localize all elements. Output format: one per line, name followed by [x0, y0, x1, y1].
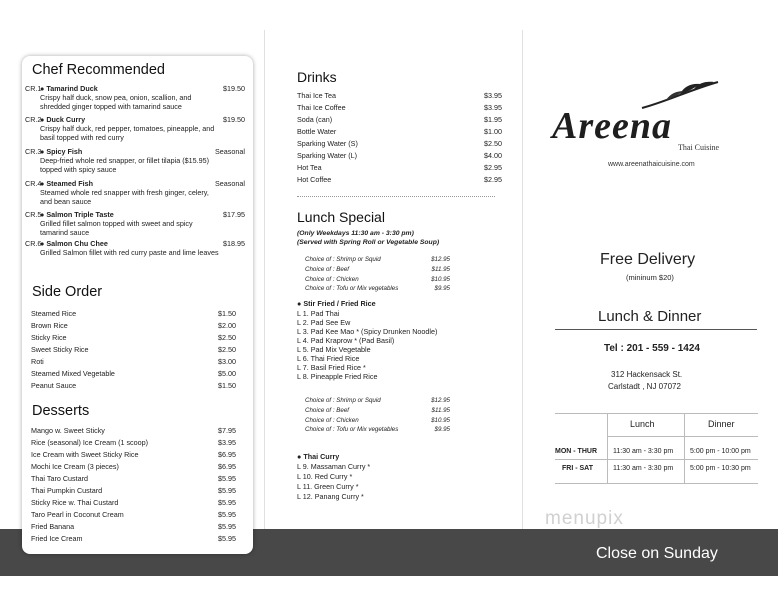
brand-subtitle: Thai Cuisine [678, 143, 720, 152]
dessert-item-price: $5.95 [218, 474, 236, 483]
choice-name: Choice of : Shrimp or Squid [305, 256, 381, 263]
chef-item-price: Seasonal [215, 179, 245, 188]
hours-lunch: 11:30 am - 3:30 pm [613, 465, 674, 472]
chef-item-code: CR.4 [25, 179, 42, 188]
stir-fried-item: L 6. Thai Fried Rice [297, 354, 360, 363]
chef-item-desc: Grilled fillet salmon topped with sweet and spicy tamarind sauce [40, 219, 193, 237]
hours-col-line [684, 413, 685, 483]
chef-item-price: $18.95 [223, 239, 245, 248]
choice-name: Choice of : Chicken [305, 276, 359, 283]
hours-lunch: 11:30 am - 3:30 pm [613, 448, 674, 455]
chef-item-name: ● Tamarind Duck [40, 84, 98, 93]
chef-item-code: CR.6 [25, 239, 42, 248]
dessert-item-price: $5.95 [218, 498, 236, 507]
dessert-item-name: Taro Pearl in Coconut Cream [31, 510, 124, 519]
stir-fried-item: L 3. Pad Kee Mao * (Spicy Drunken Noodle) [297, 327, 438, 336]
lunch-hours-note: (Only Weekdays 11:30 am - 3:30 pm) [297, 230, 414, 237]
side-item-name: Sweet Sticky Rice [31, 345, 89, 354]
side-item-price: $2.50 [218, 333, 236, 342]
dessert-item-price: $5.95 [218, 534, 236, 543]
drink-item-price: $4.00 [484, 151, 502, 160]
hours-day: MON - THUR [555, 448, 597, 455]
dessert-item-name: Mochi Ice Cream (3 pieces) [31, 462, 119, 471]
side-item-price: $2.00 [218, 321, 236, 330]
chef-item-desc: Crispy half duck, snow pea, onion, scallion, and shredded ginger topped with tamarind sauce [40, 93, 192, 111]
chef-item-name: ● Salmon Chu Chee [40, 239, 108, 248]
free-delivery-title: Free Delivery [600, 251, 696, 268]
phone-number: Tel : 201 - 559 - 1424 [604, 343, 700, 354]
choice-price: $11.95 [431, 266, 450, 273]
lunch-special-title: Lunch Special [297, 209, 385, 225]
chef-item-code: CR.1 [25, 84, 42, 93]
chef-item-desc: Crispy half duck, red pepper, tomatoes, pineapple, and basil topped with red curry [40, 124, 215, 142]
dessert-item-name: Thai Pumpkin Custard [31, 486, 103, 495]
chef-item-name: ● Duck Curry [40, 115, 86, 124]
dessert-item-price: $6.95 [218, 450, 236, 459]
dessert-item-name: Fried Ice Cream [31, 534, 83, 543]
lunch-served-note: (Served with Spring Roll or Vegetable Soup) [297, 239, 440, 246]
dessert-item-price: $5.95 [218, 522, 236, 531]
brand-url: www.areenathaicuisine.com [608, 161, 695, 168]
drink-item-name: Hot Coffee [297, 175, 332, 184]
dessert-item-price: $3.95 [218, 438, 236, 447]
side-item-price: $3.00 [218, 357, 236, 366]
drink-item-name: Thai Ice Tea [297, 91, 337, 100]
thai-curry-item: L 9. Massaman Curry * [297, 462, 371, 471]
drink-item-name: Thai Ice Coffee [297, 103, 346, 112]
drink-item-name: Soda (can) [297, 115, 333, 124]
side-item-price: $5.00 [218, 369, 236, 378]
stir-fried-item: L 4. Pad Kraprow * (Pad Basil) [297, 336, 395, 345]
choice-name: Choice of : Beef [305, 266, 350, 273]
chef-item-desc: Grilled Salmon fillet with red curry paste and lime leaves [40, 248, 219, 257]
hours-day: FRI - SAT [562, 465, 593, 472]
choice-name: Choice of : Beef [305, 407, 350, 414]
choice-name: Choice of : Chicken [305, 417, 359, 424]
dessert-item-name: Sticky Rice w. Thai Custard [31, 498, 119, 507]
side-item-name: Brown Rice [31, 321, 68, 330]
desserts-title: Desserts [32, 403, 90, 419]
stir-fried-item: L 7. Basil Fried Rice * [297, 363, 366, 372]
dessert-item-name: Rice (seasonal) Ice Cream (1 scoop) [31, 438, 149, 447]
choice-name: Choice of : Tofu or Mix vegetables [305, 426, 399, 433]
hours-col-line [607, 413, 608, 483]
drink-item-price: $1.00 [484, 127, 502, 136]
hours-dinner: 5:00 pm - 10:00 pm [690, 448, 751, 455]
choice-name: Choice of : Shrimp or Squid [305, 397, 381, 404]
closed-notice: Close on Sunday [596, 545, 718, 562]
chef-item-price: Seasonal [215, 147, 245, 156]
dessert-item-name: Mango w. Sweet Sticky [31, 426, 105, 435]
stir-fried-item: L 5. Pad Mix Vegetable [297, 345, 371, 354]
lunch-dinner-underline [555, 329, 757, 330]
choice-name: Choice of : Tofu or Mix vegetables [305, 285, 399, 292]
chef-item-name: ● Salmon Triple Taste [40, 210, 114, 219]
chef-item-code: CR.3 [25, 147, 42, 156]
side-item-name: Roti [31, 357, 44, 366]
drink-item-price: $2.95 [484, 175, 502, 184]
drink-item-price: $1.95 [484, 115, 502, 124]
choice-price: $9.95 [434, 426, 450, 433]
chef-item-desc: Deep-fried whole red snapper, or fillet tilapia ($15.95) topped with spicy sauce [40, 156, 210, 174]
drink-item-price: $2.95 [484, 163, 502, 172]
chef-item-code: CR.2 [25, 115, 42, 124]
side-item-name: Sticky Rice [31, 333, 67, 342]
hours-table-bottom-line [555, 483, 758, 484]
side-order-title: Side Order [32, 284, 103, 300]
lunch-dinner-title: Lunch & Dinner [598, 308, 702, 325]
hours-header-dinner: Dinner [708, 419, 735, 429]
hours-header-lunch: Lunch [630, 419, 655, 429]
choice-price: $11.95 [431, 407, 450, 414]
chef-item-price: $19.50 [223, 84, 245, 93]
side-item-name: Peanut Sauce [31, 381, 77, 390]
panel-divider-left [264, 30, 265, 530]
thai-curry-item: L 11. Green Curry * [297, 482, 359, 491]
chef-item-name: ● Spicy Fish [40, 147, 83, 156]
drink-item-price: $3.95 [484, 91, 502, 100]
dessert-item-name: Ice Cream with Sweet Sticky Rice [31, 450, 139, 459]
stir-fried-item: L 1. Pad Thai [297, 309, 340, 318]
address-line-1: 312 Hackensack St. [611, 370, 683, 379]
hours-table-top-line [555, 413, 758, 414]
drinks-title: Drinks [297, 69, 337, 85]
thai-curry-item: L 10. Red Curry * [297, 472, 353, 481]
drink-item-name: Sparking Water (L) [297, 151, 358, 160]
address-line-2: Carlstadt , NJ 07072 [608, 382, 681, 391]
dotted-divider [297, 196, 495, 197]
stir-fried-item: L 2. Pad See Ew [297, 318, 351, 327]
dessert-item-price: $5.95 [218, 486, 236, 495]
hours-row-line [555, 459, 758, 460]
chef-item-price: $19.50 [223, 115, 245, 124]
panel-divider-right [522, 30, 523, 530]
dessert-item-price: $5.95 [218, 510, 236, 519]
side-item-name: Steamed Mixed Vegetable [31, 369, 115, 378]
dessert-item-price: $6.95 [218, 462, 236, 471]
choice-price: $9.95 [434, 285, 450, 292]
delivery-minimum: (mininum $20) [626, 273, 674, 282]
chef-recommended-title: Chef Recommended [32, 62, 165, 78]
drink-item-name: Hot Tea [297, 163, 322, 172]
watermark: menupix [545, 508, 624, 529]
side-item-price: $2.50 [218, 345, 236, 354]
chef-item-name: ● Steamed Fish [40, 179, 94, 188]
dessert-item-name: Fried Banana [31, 522, 75, 531]
choice-price: $10.95 [431, 417, 450, 424]
drink-item-name: Bottle Water [297, 127, 337, 136]
stir-fried-item: L 8. Pineapple Fried Rice [297, 372, 378, 381]
choice-price: $12.95 [431, 256, 450, 263]
side-item-price: $1.50 [218, 381, 236, 390]
hours-header-line [608, 436, 758, 437]
choice-price: $12.95 [431, 397, 450, 404]
left-menu-card [22, 56, 253, 554]
drink-item-name: Sparking Water (S) [297, 139, 358, 148]
thai-curry-title: ● Thai Curry [297, 452, 340, 461]
chef-item-code: CR.5 [25, 210, 42, 219]
dessert-item-price: $7.95 [218, 426, 236, 435]
thai-curry-item: L 12. Panang Curry * [297, 492, 364, 501]
choice-price: $10.95 [431, 276, 450, 283]
drink-item-price: $3.95 [484, 103, 502, 112]
side-item-name: Steamed Rice [31, 309, 77, 318]
brand-logo: Areena [552, 105, 672, 147]
chef-item-price: $17.95 [223, 210, 245, 219]
chef-item-desc: Steamed whole red snapper with fresh ginger, celery, and bean sauce [40, 188, 209, 206]
drink-item-price: $2.50 [484, 139, 502, 148]
hours-dinner: 5:00 pm - 10:30 pm [690, 465, 751, 472]
dessert-item-name: Thai Taro Custard [31, 474, 88, 483]
stir-fried-title: ● Stir Fried / Fried Rice [297, 299, 376, 308]
side-item-price: $1.50 [218, 309, 236, 318]
